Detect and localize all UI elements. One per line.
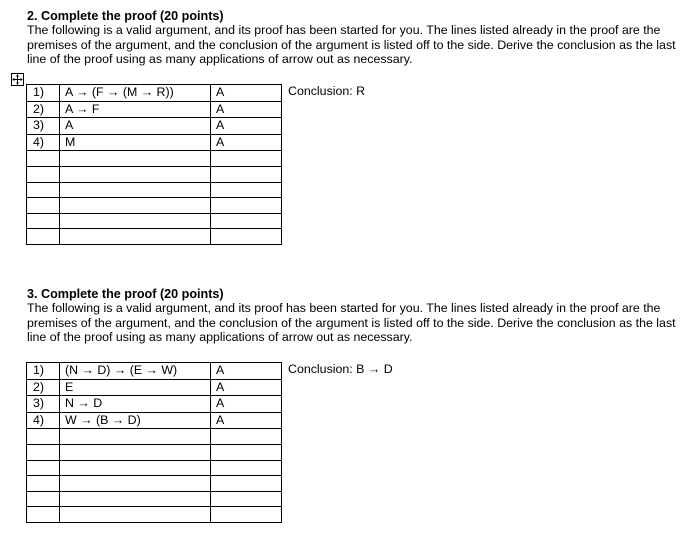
description-line: The following is a valid argument, and its proof has been started for you. The lines listed already in the proof are the: [27, 23, 661, 37]
justification-cell[interactable]: A: [211, 134, 282, 151]
formula-cell[interactable]: [60, 476, 211, 492]
table-row: [27, 166, 282, 182]
table-row: [27, 476, 282, 492]
justification-cell[interactable]: [211, 429, 282, 445]
formula-cell[interactable]: [60, 182, 211, 198]
formula-cell[interactable]: A → (F → (M → R)): [60, 85, 211, 102]
justification-cell[interactable]: [211, 507, 282, 523]
justification-cell[interactable]: [211, 229, 282, 245]
line-number-cell[interactable]: [27, 166, 60, 182]
line-number-cell[interactable]: [27, 151, 60, 167]
table-row: [27, 363, 282, 380]
table-row: [27, 213, 282, 229]
justification-cell[interactable]: A: [211, 412, 282, 429]
table-row: [27, 429, 282, 445]
table-row: [27, 229, 282, 245]
table-row: [27, 198, 282, 214]
formula-cell[interactable]: (N → D) → (E → W): [60, 363, 211, 380]
question-title: 3. Complete the proof (20 points): [27, 287, 224, 301]
line-number-cell[interactable]: 4): [27, 134, 60, 151]
question-description: [27, 23, 677, 67]
justification-cell[interactable]: [211, 151, 282, 167]
table-row: [27, 379, 282, 396]
justification-cell[interactable]: [211, 491, 282, 507]
question-2: [27, 9, 677, 67]
formula-cell[interactable]: E: [60, 379, 211, 396]
formula-cell[interactable]: [60, 198, 211, 214]
formula-cell[interactable]: N → D: [60, 396, 211, 413]
line-number-cell[interactable]: [27, 198, 60, 214]
table-move-handle-icon[interactable]: [11, 73, 24, 86]
conclusion-label: Conclusion: B → D: [288, 362, 393, 376]
justification-cell[interactable]: A: [211, 396, 282, 413]
question-description: [27, 301, 677, 345]
table-row: [27, 412, 282, 429]
formula-cell[interactable]: [60, 460, 211, 476]
description-line: line of the proof using as many applications of arrow out as necessary.: [27, 52, 413, 66]
description-line: line of the proof using as many applications of arrow out as necessary.: [27, 330, 413, 344]
line-number-cell[interactable]: [27, 507, 60, 523]
justification-cell[interactable]: A: [211, 363, 282, 380]
justification-cell[interactable]: [211, 166, 282, 182]
line-number-cell[interactable]: [27, 229, 60, 245]
formula-cell[interactable]: M: [60, 134, 211, 151]
line-number-cell[interactable]: [27, 444, 60, 460]
line-number-cell[interactable]: 1): [27, 85, 60, 102]
line-number-cell[interactable]: [27, 491, 60, 507]
justification-cell[interactable]: [211, 444, 282, 460]
conclusion-label: Conclusion: R: [288, 84, 366, 98]
justification-cell[interactable]: [211, 476, 282, 492]
formula-cell[interactable]: A: [60, 118, 211, 135]
line-number-cell[interactable]: 3): [27, 118, 60, 135]
line-number-cell[interactable]: 1): [27, 363, 60, 380]
table-row: [27, 182, 282, 198]
formula-cell[interactable]: [60, 151, 211, 167]
justification-cell[interactable]: A: [211, 118, 282, 135]
formula-cell[interactable]: A → F: [60, 101, 211, 118]
formula-cell[interactable]: [60, 444, 211, 460]
table-row: [27, 85, 282, 102]
line-number-cell[interactable]: 2): [27, 101, 60, 118]
line-number-cell[interactable]: 2): [27, 379, 60, 396]
table-row: [27, 491, 282, 507]
justification-cell[interactable]: A: [211, 379, 282, 396]
formula-cell[interactable]: [60, 213, 211, 229]
formula-cell[interactable]: [60, 507, 211, 523]
formula-cell[interactable]: [60, 229, 211, 245]
proof-table: [26, 84, 282, 245]
justification-cell[interactable]: [211, 213, 282, 229]
line-number-cell[interactable]: [27, 213, 60, 229]
table-row: [27, 134, 282, 151]
justification-cell[interactable]: [211, 182, 282, 198]
table-row: [27, 460, 282, 476]
justification-cell[interactable]: A: [211, 101, 282, 118]
formula-cell[interactable]: [60, 491, 211, 507]
question-3: [27, 287, 677, 345]
line-number-cell[interactable]: 3): [27, 396, 60, 413]
description-line: premises of the argument, and the conclusion of the argument is listed off to the side. Derive the conclusion as the last: [27, 315, 676, 330]
justification-cell[interactable]: [211, 460, 282, 476]
line-number-cell[interactable]: 4): [27, 412, 60, 429]
description-line: The following is a valid argument, and its proof has been started for you. The lines listed already in the proof are the: [27, 301, 661, 315]
formula-cell[interactable]: [60, 166, 211, 182]
line-number-cell[interactable]: [27, 460, 60, 476]
table-row: [27, 151, 282, 167]
table-row: [27, 118, 282, 135]
justification-cell[interactable]: A: [211, 85, 282, 102]
formula-cell[interactable]: W → (B → D): [60, 412, 211, 429]
table-row: [27, 396, 282, 413]
formula-cell[interactable]: [60, 429, 211, 445]
table-row: [27, 101, 282, 118]
line-number-cell[interactable]: [27, 429, 60, 445]
justification-cell[interactable]: [211, 198, 282, 214]
table-row: [27, 444, 282, 460]
line-number-cell[interactable]: [27, 476, 60, 492]
line-number-cell[interactable]: [27, 182, 60, 198]
proof-table: [26, 362, 282, 523]
table-row: [27, 507, 282, 523]
description-line: premises of the argument, and the conclusion of the argument is listed off to the side. Derive the conclusion as the last: [27, 37, 676, 52]
question-title: 2. Complete the proof (20 points): [27, 9, 224, 23]
